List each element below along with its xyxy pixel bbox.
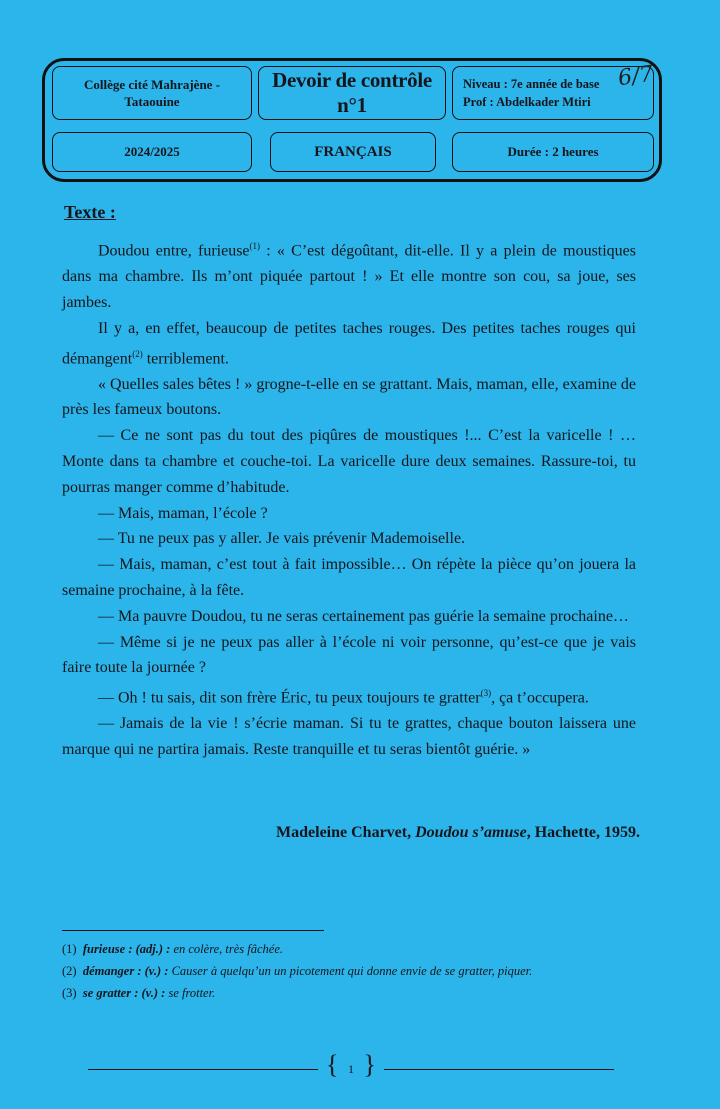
paragraph: — Jamais de la vie ! s’écrie maman. Si tu te grattes, chaque bouton laissera une marque qui ne partira jamais. Reste tranquille et tu seras bientôt guérie. » xyxy=(62,715,636,759)
book-title: Doudou s’amuse xyxy=(415,824,527,841)
grade-mark: 6/7 xyxy=(616,61,655,92)
section-label: Texte : xyxy=(64,202,116,222)
school-year: 2024/2025 xyxy=(52,132,252,172)
paragraph: — Mais, maman, c’est tout à fait impossible… On répète la pièce qu’on jouera la semaine prochaine, à la fête. xyxy=(62,556,636,600)
level-label: Niveau : 7e année de base xyxy=(463,77,600,91)
paragraph: — Tu ne peux pas y aller. Je vais prévenir Mademoiselle. xyxy=(98,530,466,548)
exam-title: Devoir de contrôle n°1 xyxy=(258,66,446,120)
footnote-item: (1) furieuse : (adj.) : en colère, très fâchée. xyxy=(62,942,284,956)
footnote-item: (3) se gratter : (v.) : se frotter. xyxy=(62,986,216,1000)
school-city: Tataouine xyxy=(124,94,180,109)
source-citation: Madeleine Charvet, Doudou s’amuse, Hachette, 1959. xyxy=(276,824,640,841)
subject-label: FRANÇAIS xyxy=(270,132,436,172)
paragraph: Doudou entre, furieuse$^{(1)}$ : « C’est dégoûtant, dit-elle. Il y a plein de moustiques dans ma chambre. Ils m’ont piquée partout ! » Et elle montre son cou, sa joue, ses jambes. xyxy=(62,241,637,311)
school-name: Collège cité Mahrajène - xyxy=(83,77,221,92)
paragraph: — Ce ne sont pas du tout des piqûres de moustiques !... C’est la varicelle ! … Monte dans ta chambre et couche-toi. La varicelle dure deux semaines. Rassure-toi, tu pourras manger comme d’habitude. xyxy=(62,427,636,496)
page-footer xyxy=(88,1056,614,1082)
footer-line-right xyxy=(384,1069,614,1070)
footnote-ref: (3) xyxy=(480,688,492,699)
footnotes xyxy=(62,938,662,1004)
footnote-ref: (2) xyxy=(132,348,143,359)
school-box xyxy=(52,66,252,120)
paragraph: — Même si je ne peux pas aller à l’école ni voir personne, qu’est-ce que je vais faire toute la journée ? xyxy=(62,633,636,677)
paragraph: — Oh ! tu sais, dit son frère Éric, tu peux toujours te gratter$^{(3)}$, ça t’occupera. xyxy=(98,688,589,707)
duration-label: Durée : 2 heures xyxy=(452,132,654,172)
paragraph: — Mais, maman, l’école ? xyxy=(98,504,268,522)
page-number: { 1 } xyxy=(326,1056,376,1082)
paragraph: « Quelles sales bêtes ! » grogne-t-elle en se grattant. Mais, maman, elle, examine de près les fameux boutons. xyxy=(62,375,636,419)
paragraph: Il y a, en effet, beaucoup de petites taches rouges. Des petites taches rouges qui démangent$^{(2)}$ terriblement. xyxy=(62,319,636,367)
teacher-label: Prof : Abdelkader Mtiri xyxy=(463,95,591,109)
footnote-item: (2) démanger : (v.) : Causer à quelqu’un un picotement qui donne envie de se gratter, piquer. xyxy=(62,964,533,978)
paragraph: — Ma pauvre Doudou, tu ne seras certainement pas guérie la semaine prochaine… xyxy=(98,607,629,625)
footnote-ref: (1) xyxy=(249,241,261,251)
text-body xyxy=(62,234,636,763)
footnote-divider xyxy=(62,930,324,931)
footer-line-left xyxy=(88,1069,318,1070)
